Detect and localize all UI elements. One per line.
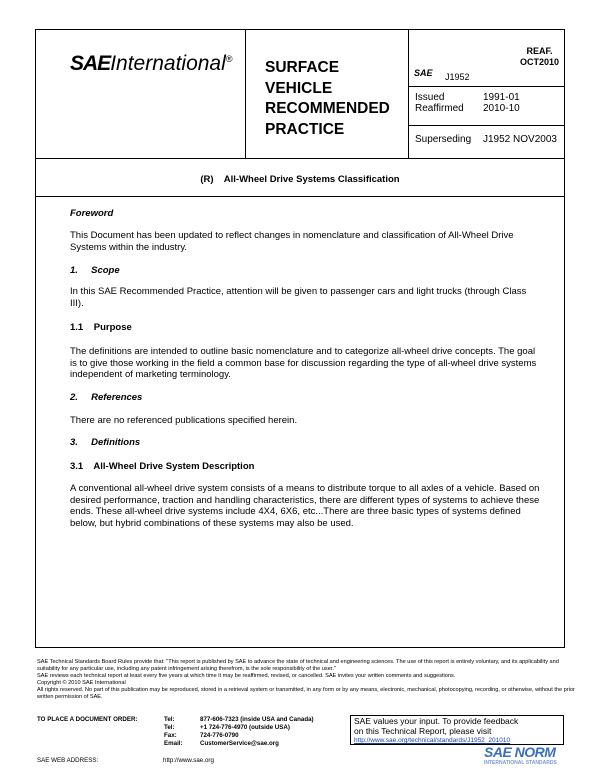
feedback-link[interactable]: http://www.sae.org/technical/standards/J1952_201010 xyxy=(354,737,511,744)
superseding-divider xyxy=(408,125,565,126)
web-address-label: SAE WEB ADDRESS: xyxy=(37,757,99,764)
sae-small-logo: SAE xyxy=(414,68,433,78)
status-stamp: REAF. OCT2010 xyxy=(520,46,560,67)
dates-divider xyxy=(408,86,565,87)
definitions-heading: 3. Definitions xyxy=(70,437,141,448)
sae-logo: SAEInternational® xyxy=(70,52,233,75)
purpose-heading: 1.1 Purpose xyxy=(70,322,132,333)
web-address-link[interactable]: http://www.sae.org xyxy=(163,757,214,764)
sae-norm-watermark: SAE NORM INTERNATIONAL STANDARDS xyxy=(484,744,557,766)
header-col-divider-1 xyxy=(245,29,246,158)
references-heading: 2. References xyxy=(70,392,143,403)
foreword-heading: Foreword xyxy=(70,208,114,219)
document-number: J1952 xyxy=(445,72,470,82)
issue-dates: Issued 1991-01 Reaffirmed 2010-10 xyxy=(415,92,520,114)
footer-notices: SAE Technical Standards Board Rules provide that: "This report is published by SAE to advance the state of technical and engineering sciences. The use of this report is entirely voluntary, and its applicability and suitability for any particular use, including any patent infringement arising therefrom, is the sole responsibility of the user." SAE reviews each technical report at least every five years at which time it may be reaffirmed, revised, or cancelled. SAE invites your written comments and suggestions. Copyright © 2010 SAE International All rights reserved. No part of this publication may be reproduced, stored in a retrieval system or transmitted, in any form or by any means, electronic, mechanical, photocopying, recording, or otherwise, without the prior written permission of SAE. xyxy=(37,659,575,700)
feedback-box: SAE values your input. To provide feedback on this Technical Report, please visit http://www.sae.org/technical/standards/J1952_201010 xyxy=(350,715,564,745)
header-divider xyxy=(35,158,565,159)
scope-heading: 1. Scope xyxy=(70,265,120,276)
desc-text: A conventional all-wheel drive system consists of a means to distribute torque to all axles of a vehicle. Based on desired performance, traction and handling characteristics, there are different types of systems to achieve these ends. These all-wheel drive systems include 4X4, 6X6, etc...There are three basic types of systems defined below, but hybrid combinations of these systems may also be used. xyxy=(70,483,540,529)
scope-text: In this SAE Recommended Practice, attention will be given to passenger cars and light trucks (through Class III). xyxy=(70,286,527,309)
purpose-text: The definitions are intended to outline basic nomenclature and to categorize all-wheel drive concepts. The goal is to give those working in the field a common base for discussion regarding the type of all-wheel drive systems independent of marketing terminology. xyxy=(70,346,537,380)
header-col-divider-2 xyxy=(408,29,409,158)
document-type: SURFACE VEHICLE RECOMMENDED PRACTICE xyxy=(265,59,390,138)
title-divider xyxy=(35,196,565,197)
references-text: There are no referenced publications specified herein. xyxy=(70,415,298,426)
foreword-text: This Document has been updated to reflect changes in nomenclature and classification of All-Wheel Drive Systems within the industry. xyxy=(70,230,514,253)
superseding: Superseding J1952 NOV2003 xyxy=(415,134,557,145)
document-title: (R) All-Wheel Drive Systems Classification xyxy=(200,174,400,185)
desc-heading: 3.1 All-Wheel Drive System Description xyxy=(70,461,255,472)
email-link[interactable]: CustomerService@sae.org xyxy=(200,740,279,747)
